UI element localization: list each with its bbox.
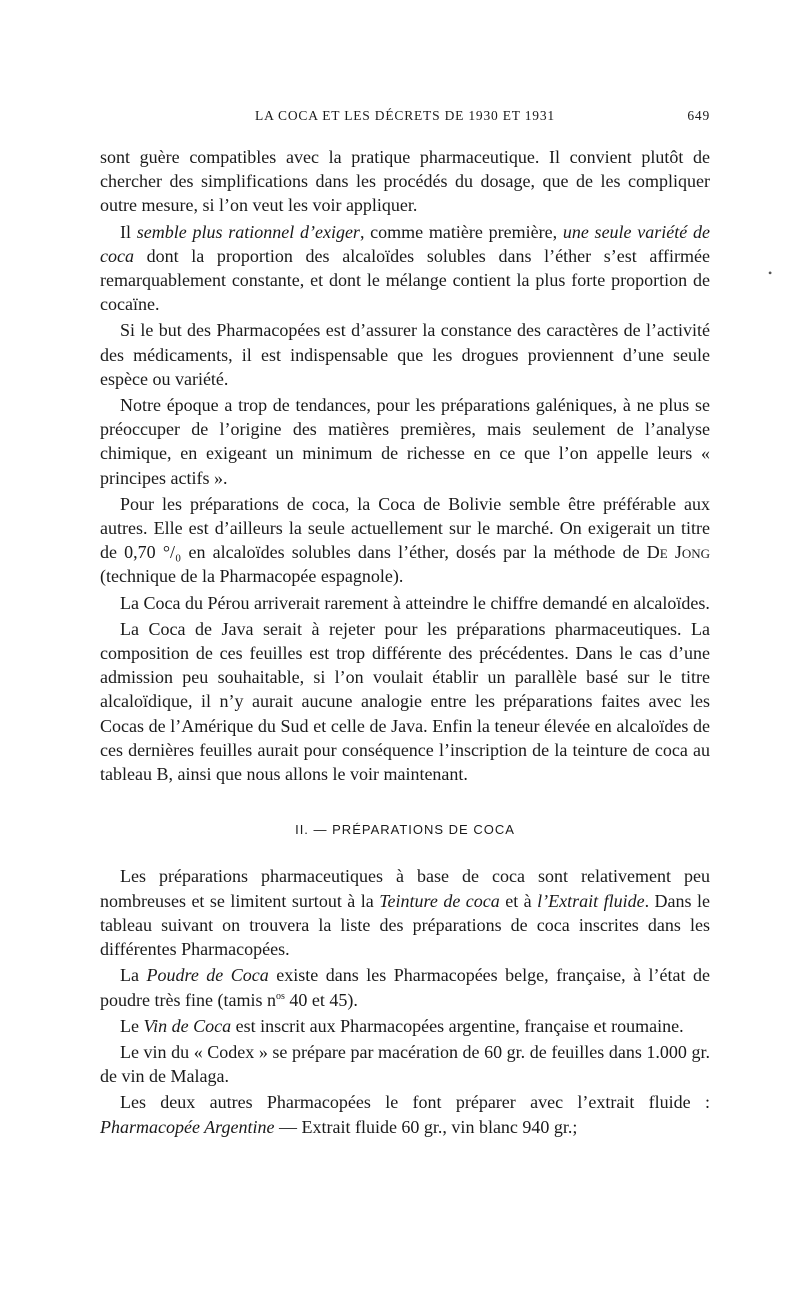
text-run: °/₀	[162, 542, 182, 563]
text-run: dont la proportion des alcaloïdes solubles dans l’éther s’est affirmée remarquablement constante, et dont le mélange contient la plus forte proportion de cocaïne.	[100, 245, 710, 315]
paragraph	[100, 220, 710, 317]
italic-text: une seule variété de coca	[100, 221, 710, 266]
italic-text: Vin de Coca	[143, 1015, 232, 1036]
paragraph	[100, 1090, 710, 1138]
text-run: — Extrait fluide 60 gr., vin blanc 940 gr.;	[274, 1116, 578, 1137]
text-run: Les deux autres Pharmacopées le font préparer avec l’extrait fluide :	[120, 1092, 710, 1113]
section-heading	[100, 818, 710, 842]
paragraph	[100, 1014, 710, 1038]
running-head	[100, 108, 710, 130]
paragraph	[100, 963, 710, 1011]
paragraph	[100, 864, 710, 961]
italic-text: l’Extrait fluide	[537, 890, 645, 911]
margin-mark: •	[768, 266, 773, 280]
italic-text: semble plus rationnel d’exiger	[136, 221, 360, 242]
text-run: sont guère compatibles avec la pratique pharmaceutique. Il convient plutôt de chercher des simplifications dans les procédés du dosage, que de les compliquer outre mesure, si l’on veut les voir appliquer.	[100, 147, 710, 216]
text-run: existe dans les Pharmacopées belge, française, à l’état de poudre très fine (tamis n	[100, 965, 711, 1010]
paragraph	[100, 145, 710, 218]
text-run: Il	[120, 221, 137, 242]
paragraph	[100, 318, 710, 391]
text-run: La Coca de Java serait à rejeter pour les préparations pharmaceutiques. La composition de ces feuilles est trop différente des précédentes. Dans le cas d’une admission peu souhaitable, si l’on voulait établir un parallèle basé sur le titre alcaloïdique, il n’y aurait aucune analogie entre les préparations faites avec les Cocas de l’Amérique du Sud et celle de Java. Enfin la teneur élevée en alcaloïdes de ces dernières feuilles aurait pour conséquence l’inscription de la teinture de coca au tableau B, ainsi que nous allons le voir maintenant.	[100, 618, 710, 785]
text-run: Si le but des Pharmacopées est d’assurer la constance des caractères de l’activité des médicaments, il est indispensable que les drogues proviennent d’une seule espèce ou variété.	[100, 320, 710, 389]
text-run: , comme matière première,	[359, 221, 563, 242]
italic-text: Poudre de Coca	[146, 965, 269, 986]
text-run: est inscrit aux Pharmacopées argentine, française et roumaine.	[231, 1015, 684, 1036]
italic-text: Teinture de coca	[379, 890, 500, 911]
paragraph	[100, 1040, 710, 1088]
paragraph	[100, 617, 710, 786]
page-number: 649	[687, 108, 710, 123]
running-title: LA COCA ET LES DÉCRETS DE 1930 ET 1931	[255, 108, 555, 123]
text-run: en alcaloïdes solubles dans l’éther, dosés par la méthode de	[181, 542, 647, 563]
text-run: II. — PRÉPARATIONS DE COCA	[295, 822, 515, 838]
text-run: Les préparations pharmaceutiques à base de coca sont relativement peu nombreuses et se limitent surtout à la	[100, 866, 710, 911]
text-run: La Coca du Pérou arriverait rarement à atteindre le chiffre demandé en alcaloïdes.	[120, 592, 710, 613]
text-run: . Dans le tableau suivant on trouvera la liste des préparations de coca inscrites dans les différentes Pharmacopées.	[100, 890, 711, 960]
paragraph	[100, 591, 710, 615]
text-run: (technique de la Pharmacopée espagnole).	[100, 566, 404, 587]
author-name: De Jong	[646, 542, 711, 563]
paragraph	[100, 393, 710, 490]
text-run: Le vin du « Codex » se prépare par macération de 60 gr. de feuilles dans 1.000 gr. de vin de Malaga.	[100, 1041, 710, 1087]
body-text	[100, 145, 710, 1141]
text-run: La	[120, 965, 147, 986]
text-run: Le	[120, 1015, 144, 1036]
text-run: 40 et 45).	[284, 989, 358, 1010]
paragraph	[100, 492, 710, 589]
superscript: os	[275, 990, 285, 1002]
text-run: Pour les préparations de coca, la Coca de Bolivie semble être préférable aux autres. Elle est d’ailleurs la seule actuellement sur le marché. On exigerait un titre de 0,70	[100, 493, 710, 563]
text-run: Notre époque a trop de tendances, pour les préparations galéniques, à ne plus se préoccuper de l’origine des matières premières, mais seulement de l’analyse chimique, en exigeant un minimum de richesse en ce que l’on appelle leurs « principes actifs ».	[100, 395, 710, 488]
italic-text: Pharmacopée Argentine	[100, 1116, 275, 1137]
text-run: et à	[499, 890, 538, 911]
